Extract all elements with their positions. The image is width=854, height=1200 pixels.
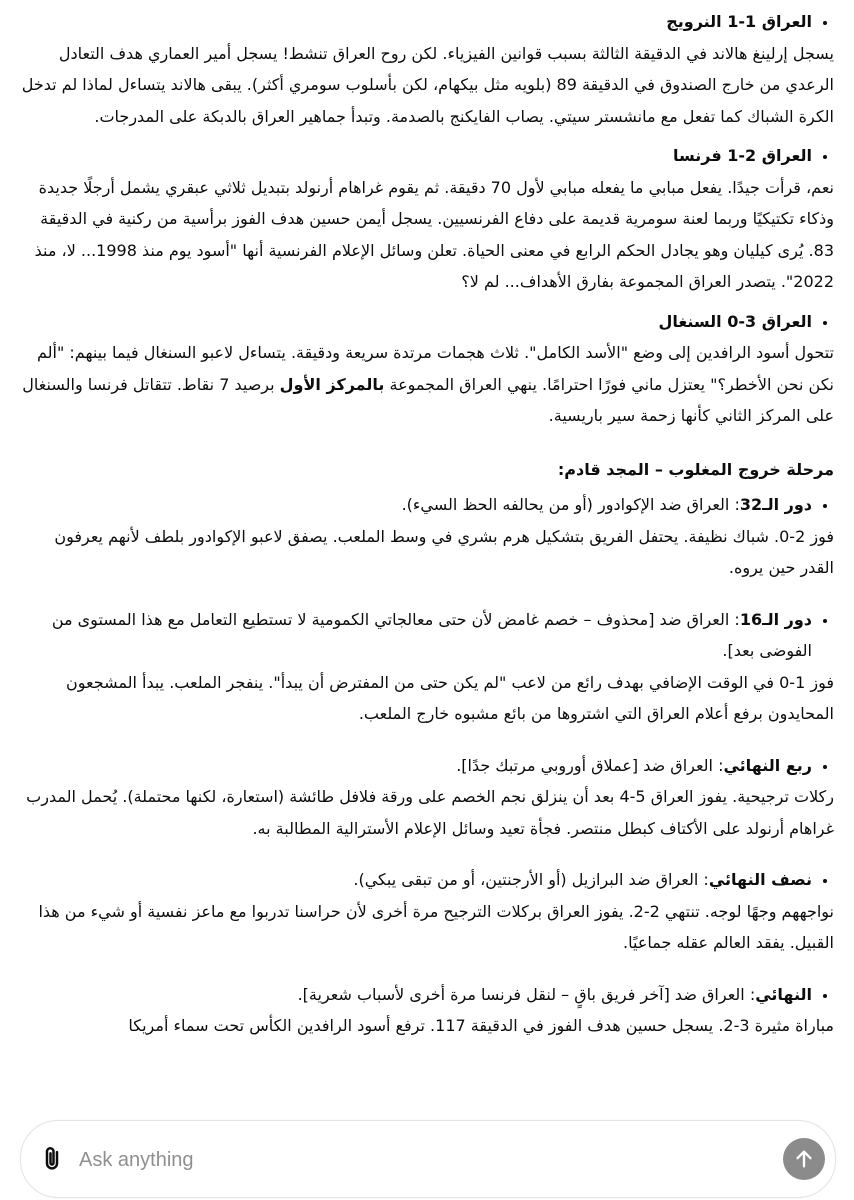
round-label: النهائي [755, 984, 812, 1004]
round-result: فوز 2-0. شباك نظيفة. يحتفل الفريق بتشكيل هرم بشري في وسط الملعب. يصفق لاعبو الإكوادور بلطف لأنهم يعرفون القدر حين يروه. [54, 526, 834, 577]
knockout-list [20, 489, 834, 1042]
round-label: نصف النهائي [708, 870, 812, 889]
round-line [402, 495, 812, 514]
round-matchup: : العراق ضد [عملاق أوروبي مرتبك جدًا]. [456, 755, 724, 775]
round-result: مباراة مثيرة 3-2. يسجل حسين هدف الفوز في الدقيقة 117. ترفع أسود الرافدين الكأس تحت سماء أمريكا [128, 1016, 834, 1035]
section-heading: مرحلة خروج المغلوب – المجد قادم: [557, 459, 834, 479]
match-title: • العراق 2-1 فرنسا [672, 146, 812, 165]
list-item [20, 864, 834, 959]
round-label: دور الـ16 [739, 609, 812, 629]
list-item [20, 306, 834, 432]
list-item [20, 489, 834, 584]
send-button[interactable] [783, 1138, 825, 1180]
match-description [20, 337, 834, 432]
match-title: • العراق 3-0 السنغال [658, 311, 812, 331]
paperclip-icon[interactable] [37, 1143, 67, 1175]
arrow-up-icon [793, 1148, 815, 1170]
list-item [20, 6, 834, 132]
match-description: نعم، قرأت جيدًا. يفعل مبابي ما يفعله مبابي لأول 70 دقيقة. ثم يقوم غراهام أرنولد بتبديل ثلاثي عبقري يشمل أرجلًا جديدة وذكاء تكتيكيًا وربما لعنة سومرية قديمة على دفاع الفرنسيين. يسجل أيمن حسين هدف الفوز برأسية من ركنية في الدقيقة 83. يُرى كيليان وهو يجادل الحكم الرابع في معنى الحياة. تعلن وسائل الإعلام الفرنسية أنها "أسود يوم منذ 1998... لا، منذ 2022". يتصدر العراق المجموعة بفارق الأهداف... لم لا؟ [34, 177, 834, 291]
round-label: دور الـ32 [739, 495, 812, 514]
list-item [20, 140, 834, 298]
text-run: تتحول أسود الرافدين إلى وضع "الأسد الكامل". ثلاث هجمات مرتدة سريعة ودقيقة. يتساءل لاعبو السنغال فيما بينهم: "ألم نكن نحن الأخطر؟" يعتزل ماني فورًا احترامًا. ينهي العراق المجموعة [36, 343, 834, 394]
chat-input[interactable] [77, 1141, 721, 1179]
round-line [353, 870, 812, 889]
round-line [456, 756, 812, 775]
round-matchup: : العراق ضد [آخر فريق باقٍ – لنقل فرنسا مرة أخرى لأسباب شعرية]. [297, 984, 756, 1004]
round-label: ربع النهائي [723, 755, 812, 775]
round-matchup: : العراق ضد الإكوادور (أو من يحالفه الحظ السيء). [401, 495, 740, 514]
list-item [20, 979, 834, 1042]
match-description: يسجل إرلينغ هالاند في الدقيقة الثالثة بسبب قوانين الفيزياء. لكن روح العراق تنشط! يسجل أمير العماري هدف التعادل الرعدي من خارج الصندوق في الدقيقة 89 (بلويه مثل بيكهام، لكن بأسلوب سومري أكثر). يبقى هالاند يتساءل لماذا لم تدخل الكرة الشباك كما تفعل مع مانشستر سيتي. يصاب الفايكنج بالصدمة. وتبدأ جماهير العراق بالدبكة على المدرجات. [21, 43, 834, 126]
match-title: • العراق 1-1 النرويج [666, 12, 812, 31]
round-result: ركلات ترجيحية. يفوز العراق 5-4 بعد أن ينزلق نجم الخصم على ورقة فلافل طائشة (استعارة، لكنها محتملة). يُحمل المدرب غراهام أرنولد على الأكتاف كبطل منتصر. فجأة تعيد وسائل الإعلام الأسترالية المطالبة به. [26, 787, 834, 838]
round-result: نواجههم وجهًا لوجه. تنتهي 2-2. يفوز العراق بركلات الترجيح مرة أخرى لأن حراسنا تدربوا مع ماعز نفسية أو شيء من هذا القبيل. يفقد العالم عقله جماعيًا. [38, 901, 834, 952]
text-run: برصيد 7 نقاط. تتقاتل فرنسا والسنغال على المركز الثاني كأنها زحمة سير باريسية. [22, 374, 834, 425]
group-results-list [20, 6, 834, 432]
list-item [20, 750, 834, 845]
list-item [20, 604, 834, 730]
chat-composer [20, 1120, 836, 1198]
round-result: فوز 1-0 في الوقت الإضافي بهدف رائع من لاعب "لم يكن حتى من المفترض أن يبدأ". ينفجر الملعب. يبدأ المشجعون المحايدون برفع أعلام العراق التي اشتروها من بائع مشبوه خارج الملعب. [66, 672, 834, 723]
round-line [52, 610, 812, 661]
round-matchup: : العراق ضد [محذوف – خصم غامض لأن حتى معالجاتي الكمومية لا تستطيع التعامل مع هذا المستوى من الفوضى بعد]. [51, 609, 812, 660]
round-line [298, 985, 812, 1004]
bold-text: بالمركز الأول [279, 374, 385, 394]
round-matchup: : العراق ضد البرازيل (أو الأرجنتين، أو من تبقى يبكي). [353, 870, 709, 889]
